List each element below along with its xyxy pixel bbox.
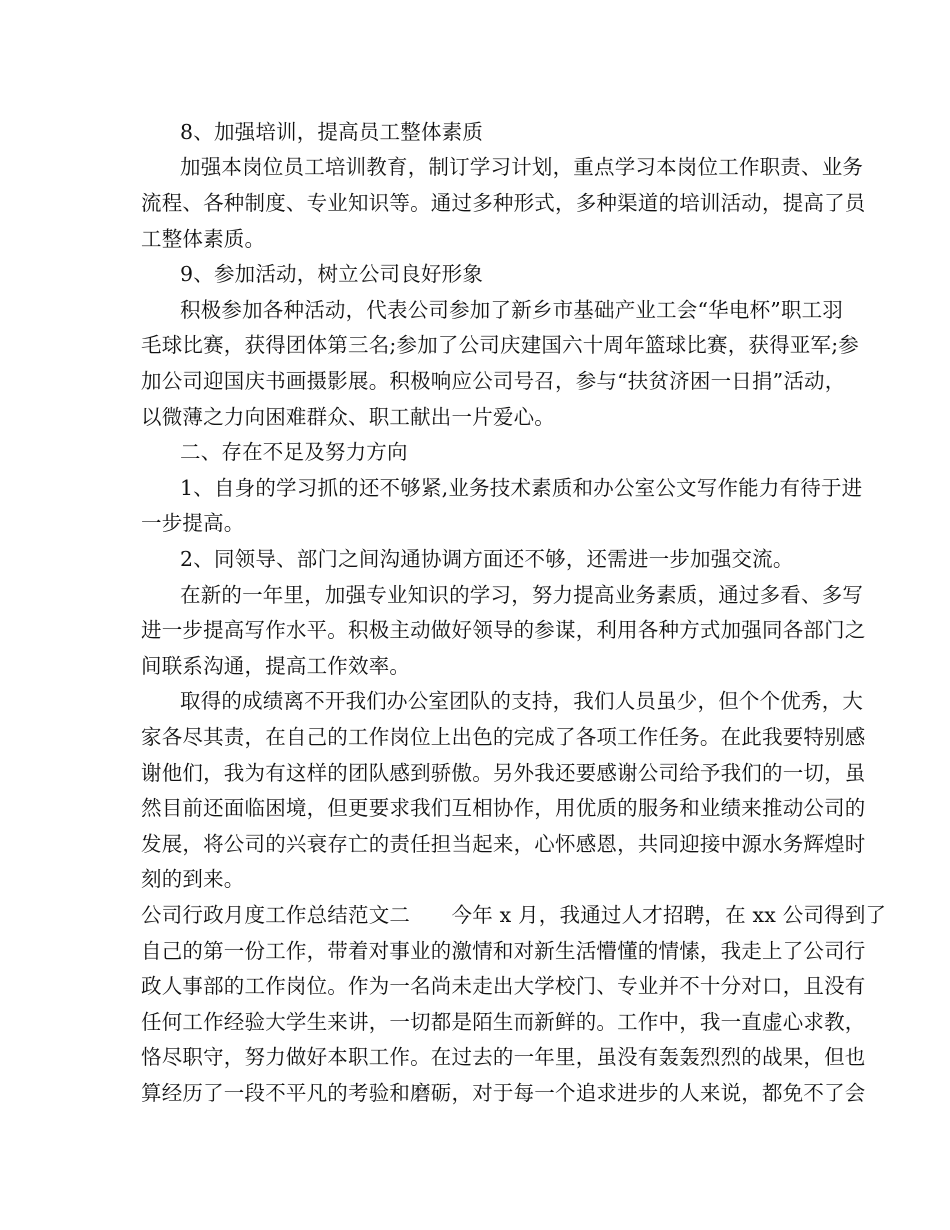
article-title-line: 公司行政月度工作总结范文二 今年 x 月，我通过人才招聘，在 xx 公司得到了: [141, 903, 887, 927]
paragraph-line: 间联系沟通，提高工作效率。: [141, 654, 411, 678]
paragraph-line: 加公司迎国庆书画摄影展。积极响应公司号召，参与“扶贫济困一日捐”活动，: [141, 369, 846, 393]
paragraph-line: 家各尽其责，在自己的工作岗位上出色的完成了各项工作任务。在此我要特别感: [141, 725, 866, 749]
paragraph-line: 加强本岗位员工培训教育，制订学习计划，重点学习本岗位工作职责、业务: [180, 155, 864, 179]
paragraph-line: 然目前还面临困境，但更要求我们互相协作，用优质的服务和业绩来推动公司的: [141, 796, 866, 820]
paragraph-line: 毛球比赛，获得团体第三名;参加了公司庆建国六十周年篮球比赛，获得亚军;参: [141, 333, 860, 357]
section-heading-activities: 9、参加活动，树立公司良好形象: [180, 262, 484, 286]
paragraph-line: 工整体素质。: [141, 227, 266, 251]
paragraph-line: 进一步提高写作水平。积极主动做好领导的参谋，利用各种方式加强同各部门之: [141, 618, 866, 642]
paragraph-line: 政人事部的工作岗位。作为一名尚未走出大学校门、专业并不十分对口，且没有: [141, 974, 866, 998]
paragraph-line: 谢他们，我为有这样的团队感到骄傲。另外我还要感谢公司给予我们的一切，虽: [141, 761, 866, 785]
paragraph-line: 积极参加各种活动，代表公司参加了新乡市基础产业工会“华电杯”职工羽: [180, 298, 844, 322]
paragraph-line: 在新的一年里，加强专业知识的学习，努力提高业务素质，通过多看、多写: [180, 583, 864, 607]
section-heading-shortcomings: 二、存在不足及努力方向: [180, 440, 408, 464]
paragraph-line: 取得的成绩离不开我们办公室团队的支持，我们人员虽少，但个个优秀，大: [180, 689, 864, 713]
paragraph-line: 发展，将公司的兴衰存亡的责任担当起来，心怀感恩，共同迎接中源水务辉煌时: [141, 832, 866, 856]
paragraph-line: 自己的第一份工作，带着对事业的激情和对新生活懵懂的情愫，我走上了公司行: [141, 939, 866, 963]
section-heading-training: 8、加强培训，提高员工整体素质: [180, 120, 484, 144]
paragraph-line: 2、同领导、部门之间沟通协调方面还不够，还需进一步加强交流。: [180, 547, 794, 571]
paragraph-line: 1、自身的学习抓的还不够紧,业务技术素质和办公室公文写作能力有待于进: [180, 476, 863, 500]
paragraph-line: 任何工作经验大学生来讲，一切都是陌生而新鲜的。工作中，我一直虚心求教，: [141, 1010, 866, 1034]
paragraph-line: 刻的到来。: [141, 867, 245, 891]
paragraph-line: 一步提高。: [141, 511, 245, 535]
paragraph-line: 恪尽职守，努力做好本职工作。在过去的一年里，虽没有轰轰烈烈的战果，但也: [141, 1045, 866, 1069]
paragraph-line: 以微薄之力向困难群众、职工献出一片爱心。: [141, 405, 555, 429]
paragraph-line: 流程、各种制度、专业知识等。通过多种形式，多种渠道的培训活动，提高了员: [141, 191, 866, 215]
paragraph-line: 算经历了一段不平凡的考验和磨砺，对于每一个追求进步的人来说，都免不了会: [141, 1081, 866, 1105]
